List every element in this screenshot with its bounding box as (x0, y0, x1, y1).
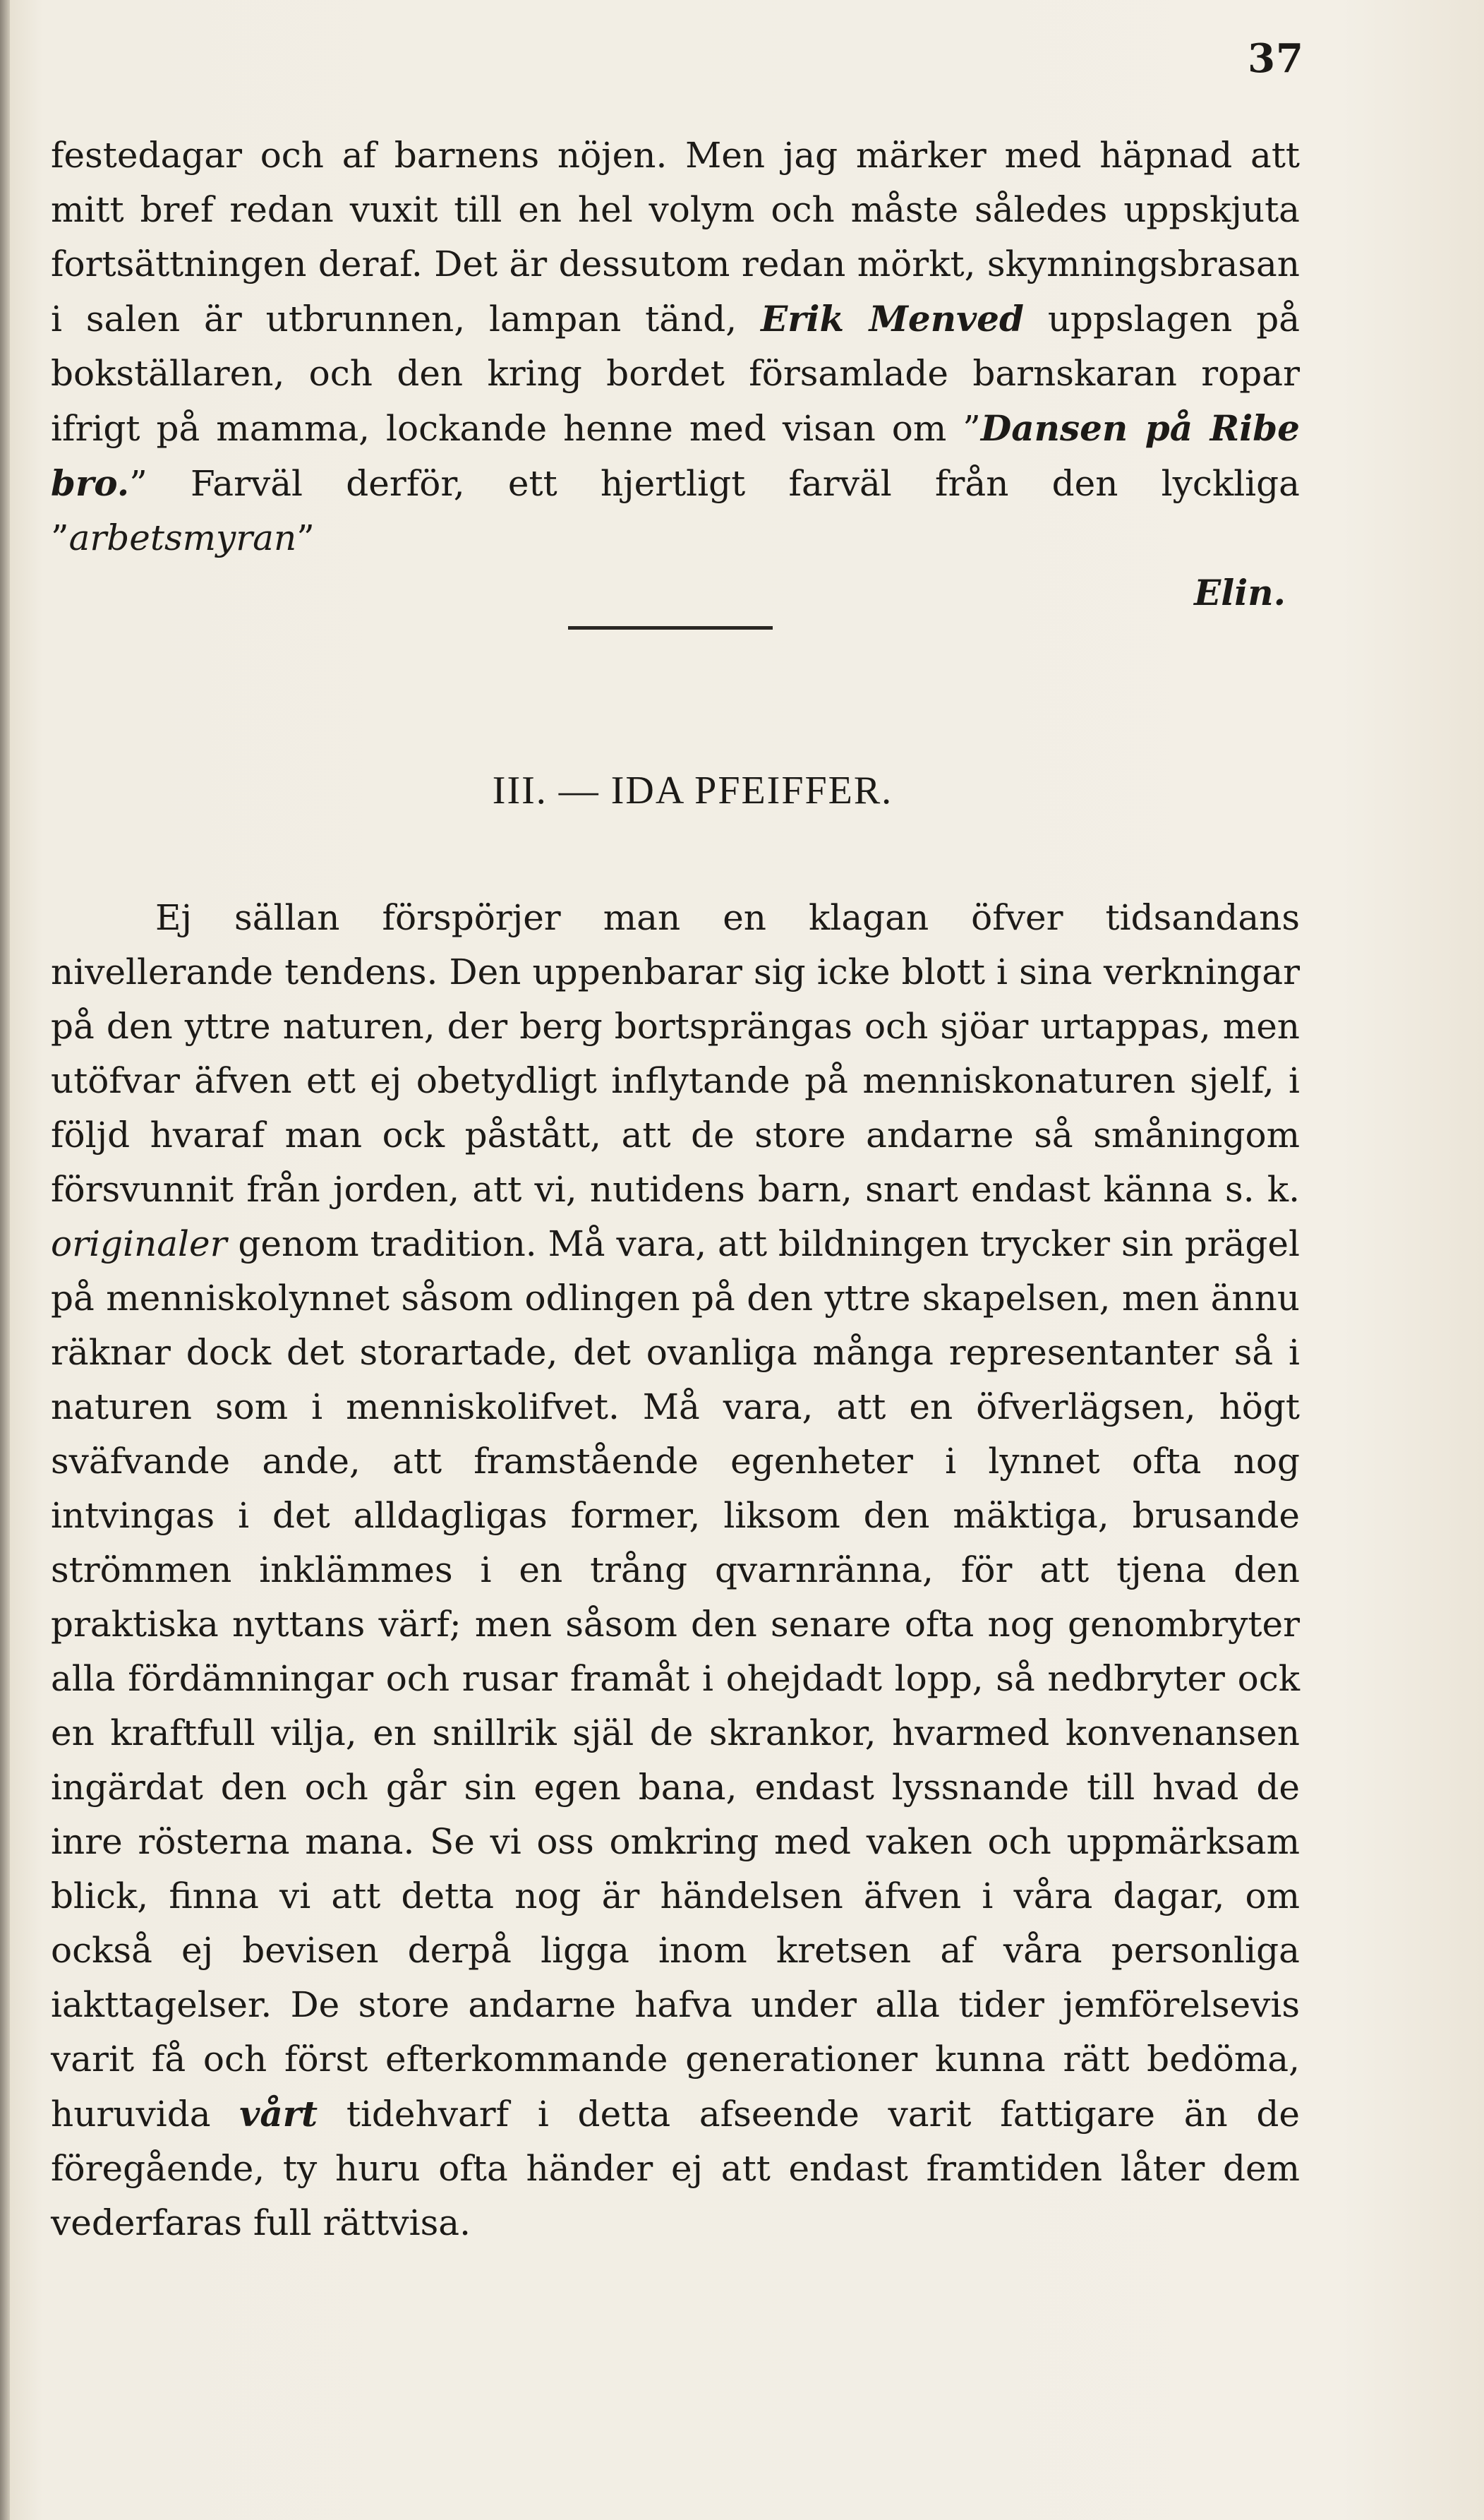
body-text-1: Ej sällan förspörjer man en klagan öfver tidsandans nivellerande tendens. Den uppenbarar sig icke blott i sina verkningar på den yttre naturen, der berg bortsprängas och sjöar urtappas, men utöfvar äfven ett ej obetydligt inflytande på menniskonaturen sjelf, i följd hvaraf man ock påstått, att de store andarne så småningom försvunnit från jorden, att vi, nutidens barn, snart endast känna s. k. (51, 897, 1300, 1210)
letter-text-2: uppslagen på bokställaren, och den kring bordet församlade barnskaran ropar ifrigt på mamma, lockande henne med visan om ” (51, 299, 1301, 449)
arbetsmyran-word: arbetsmyran (68, 517, 297, 558)
originaler-word: originaler (51, 1223, 227, 1264)
letter-ending (51, 128, 1300, 620)
letter-text-1: festedagar och af barnens nöjen. Men jag märker med häpnad att mitt bref redan vuxit till en hel volym och måste således uppskjuta fortsättningen deraf. Det är dessutom redan mörkt, skymningsbrasan i salen är utbrunnen, lampan tänd, (51, 135, 1300, 340)
song-title: Dansen på Ribe bro. (51, 407, 1300, 504)
binding-edge (0, 0, 10, 2520)
letter-text-3: ” Farväl derför, ett hjertligt farväl från den lyckliga ” (51, 463, 1300, 558)
page-number: 37 (1248, 35, 1304, 82)
body-text-3: tidehvarf i detta afseende varit fattigare än de föregående, ty huru ofta händer ej att endast framtiden låter dem vederfaras full rättvisa. (51, 2094, 1300, 2243)
letter-text-4: ” (296, 517, 315, 558)
chapter-body (51, 891, 1300, 2250)
book-title-erik-menved: Erik Menved (761, 298, 1024, 340)
chapter-heading: III. — IDA PFEIFFER. (492, 769, 893, 812)
signature: Elin. (1194, 572, 1286, 613)
body-text-2: genom tradition. Må vara, att bildningen trycker sin prägel på menniskolynnet såsom odlingen på den yttre skapelsen, men ännu räknar dock det storartade, det ovanliga många representanter så i naturen som i menniskolifvet. Må vara, att en öfverlägsen, högt sväfvande ande, att framstående egenheter i lynnet ofta nog intvingas i det alldagligas former, liksom den mäktiga, brusande strömmen inklämmes i en trång qvarnränna, för att tjena den praktiska nyttans värf; men såsom den senare ofta nog genombryter alla fördämningar och rusar framåt i ohejdadt lopp, så nedbryter ock en kraftfull vilja, en snillrik själ de skrankor, hvarmed konvenansen ingärdat den och går sin egen bana, endast lyssnande till hvad de inre rösterna mana. Se vi oss omkring med vaken och uppmärksam blick, finna vi att detta nog är händelsen äfven i våra dagar, om också ej bevisen derpå ligga inom kretsen af våra personliga iakttagelser. De store andarne hafva under alla tider jemförelsevis varit få och först efterkommande generationer kunna rätt bedöma, huruvida (51, 1223, 1300, 2135)
letter-paragraph (51, 128, 1300, 565)
chapter-paragraph (51, 891, 1300, 2250)
vart-word: vårt (239, 2093, 318, 2135)
section-divider (568, 626, 773, 630)
